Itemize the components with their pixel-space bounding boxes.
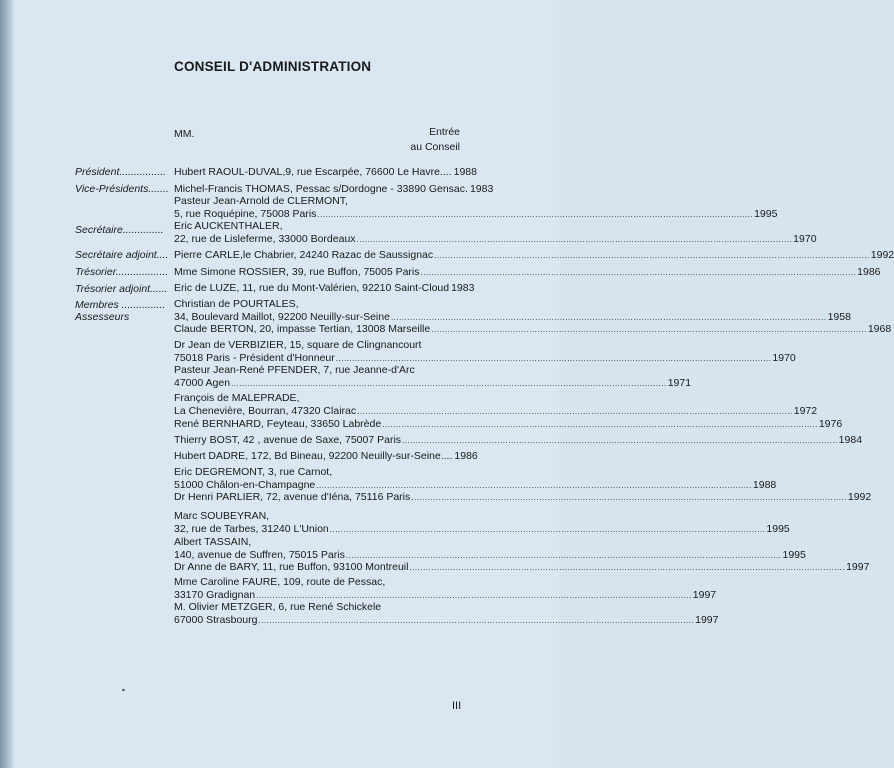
member-name-line: Pierre CARLE,le Chabrier, 24240 Razac de Saussignac <box>174 249 434 261</box>
role-vice-presidents: Vice-Présidents....... <box>75 183 169 195</box>
leader-dots: ................................................................................................................................................................ <box>231 378 667 388</box>
leader-dots: ................................................................................................................................................................ <box>258 615 695 625</box>
member-entry <box>174 466 777 492</box>
member-entry <box>174 323 892 337</box>
member-address-line: 22, rue de Lisleferme, 33000 Bordeaux <box>174 232 356 245</box>
member-entry-year: 1986 <box>454 450 478 462</box>
member-address-line: 32, rue de Tarbes, 31240 L'Union <box>174 522 329 535</box>
member-entry-year: 1997 <box>695 613 719 626</box>
member-entry-year: 1988 <box>453 166 477 178</box>
member-entry-year: 1970 <box>793 232 817 245</box>
member-name-line: Dr Henri PARLIER, 72, avenue d'Iéna, 75116 Paris <box>174 491 411 503</box>
member-entry <box>174 561 870 575</box>
member-name-line: Mme Caroline FAURE, 109, route de Pessac, <box>174 576 386 588</box>
member-entry-year: 1970 <box>772 351 796 364</box>
leader-dots: ................................................................................................................................................................ <box>357 406 793 416</box>
member-name-line: Hubert RAOUL-DUVAL,9, rue Escarpée, 76600 Le Havre.... <box>174 166 452 178</box>
leader-dots: ................................................................................................................................................................ <box>316 480 752 490</box>
member-entry <box>174 491 872 505</box>
leader-dots: ................................................................................................................................................................ <box>382 420 818 429</box>
member-entry-year: 1988 <box>752 478 777 491</box>
member-name-line: Marc SOUBEYRAN, <box>174 510 270 522</box>
member-entry-year: 1984 <box>838 434 863 446</box>
member-entry <box>174 364 692 390</box>
role-treasurer: Trésorier.................. <box>75 266 169 278</box>
member-entry <box>174 450 478 464</box>
member-entry <box>174 220 817 246</box>
role-secretary: Secrétaire.............. <box>75 224 164 236</box>
member-address-line: 5, rue Roquépine, 75008 Paris <box>174 207 317 220</box>
member-entry-year: 1983 <box>451 282 475 294</box>
leader-dots: ................................................................................................................................................................ <box>335 353 772 363</box>
leader-dots: ................................................................................................................................................................ <box>431 325 867 334</box>
leader-dots: ................................................................................................................................................................ <box>390 312 827 322</box>
member-address-line: 140, avenue de Suffren, 75015 Paris <box>174 548 345 561</box>
member-name-line: Hubert DADRE, 172, Bd Bineau, 92200 Neuilly-sur-Seine.... <box>174 450 453 462</box>
leader-dots: ................................................................................................................................................................ <box>402 436 838 445</box>
member-entry <box>174 392 818 418</box>
member-entry <box>174 601 719 627</box>
members-header-mm: MM. <box>174 128 195 140</box>
role-members: Membres ............... <box>75 299 166 311</box>
member-entry <box>174 434 863 448</box>
member-address-line: La Chenevière, Bourran, 47320 Clairac <box>174 404 357 417</box>
leader-dots: ................................................................................................................................................................ <box>345 550 782 560</box>
leader-dots: ................................................................................................................................................................ <box>329 524 766 534</box>
leader-dots: ................................................................................................................................................................ <box>256 590 692 600</box>
member-address-line: 47000 Agen <box>174 376 231 389</box>
member-entry-year: 1983 <box>469 183 494 195</box>
member-entry-year: 1992 <box>847 491 872 503</box>
member-name-line: René BERNHARD, Feyteau, 33650 Labrède <box>174 418 382 430</box>
member-entry <box>174 510 790 536</box>
member-address-line: 33170 Gradignan <box>174 588 256 601</box>
member-name-line: Pasteur Jean-René PFENDER, 7, rue Jeanne-d'Arc <box>174 364 415 376</box>
leader-dots: ................................................................................................................................................................ <box>409 563 846 572</box>
member-name-line: Mme Simone ROSSIER, 39, rue Buffon, 75005 Paris <box>174 266 420 278</box>
member-name-line: Pasteur Jean-Arnold de CLERMONT, <box>174 195 348 207</box>
member-name-line: M. Olivier METZGER, 6, rue René Schickele <box>174 601 382 613</box>
member-address-line: 51000 Châlon-en-Champagne <box>174 478 316 491</box>
page-title: CONSEIL D'ADMINISTRATION <box>174 59 372 74</box>
member-name-line: Dr Anne de BARY, 11, rue Buffon, 93100 Montreuil <box>174 561 409 573</box>
member-entry-year: 1997 <box>846 561 870 573</box>
member-entry-year: 1995 <box>754 207 778 220</box>
member-entry-year: 1972 <box>793 404 818 417</box>
entry-date-header <box>410 125 460 155</box>
member-entry <box>174 195 778 221</box>
member-entry <box>174 249 894 263</box>
member-entry-year: 1958 <box>827 310 851 323</box>
member-entry <box>174 418 843 432</box>
member-name-line: Eric de LUZE, 11, rue du Mont-Valérien, 92210 Saint-Cloud <box>174 282 450 294</box>
member-entry <box>174 536 806 562</box>
member-entry <box>174 298 851 324</box>
member-name-line: Eric AUCKENTHALER, <box>174 220 283 232</box>
member-entry-year: 1968 <box>867 323 892 335</box>
role-president: Président................ <box>75 166 167 178</box>
leader-dots: ................................................................................................................................................................ <box>420 268 857 277</box>
member-name-line: Christian de POURTALES, <box>174 298 299 310</box>
member-entry-year: 1971 <box>667 376 692 389</box>
book-spine-shadow <box>0 0 14 768</box>
member-name-line: Eric DEGREMONT, 3, rue Carnot, <box>174 466 333 478</box>
page-number: III <box>452 700 462 712</box>
member-entry <box>174 166 477 180</box>
member-entry-year: 1992 <box>870 249 894 261</box>
member-entry-year: 1995 <box>782 548 806 561</box>
member-address-line: 67000 Strasbourg <box>174 613 258 626</box>
role-assistant-treasurer: Trésorier adjoint...... <box>75 283 168 295</box>
member-entry <box>174 282 475 296</box>
member-name-line: Albert TASSAIN, <box>174 536 252 548</box>
member-name-line: Thierry BOST, 42 , avenue de Saxe, 75007 Paris <box>174 434 402 446</box>
member-name-line: Dr Jean de VERBIZIER, 15, square de Clingnancourt <box>174 339 422 351</box>
member-address-line: 34, Boulevard Maillot, 92200 Neuilly-sur-Seine <box>174 310 390 323</box>
member-name-line: Claude BERTON, 20, impasse Tertian, 13008 Marseille <box>174 323 431 335</box>
entry-header-line1: Entrée <box>429 126 460 138</box>
role-assistant-secretary: Secrétaire adjoint.... <box>75 249 169 261</box>
leader-dots: ................................................................................................................................................................ <box>411 493 847 502</box>
entry-header-line2: au Conseil <box>410 141 460 153</box>
member-entry-year: 1997 <box>692 588 717 601</box>
member-name-line: François de MALEPRADE, <box>174 392 300 404</box>
member-address-line: 75018 Paris - Président d'Honneur <box>174 351 335 364</box>
member-entry <box>174 266 881 280</box>
leader-dots: ................................................................................................................................................................ <box>356 234 793 244</box>
member-entry-year: 1976 <box>818 418 843 430</box>
member-name-line: Michel-Francis THOMAS, Pessac s/Dordogne - 33890 Gensac. <box>174 183 468 195</box>
member-entry-year: 1995 <box>766 522 790 535</box>
member-entry <box>174 576 717 602</box>
role-assessors: Assesseurs <box>75 311 130 323</box>
leader-dots: ................................................................................................................................................................ <box>317 209 754 219</box>
leader-dots: ................................................................................................................................................................ <box>434 251 870 260</box>
member-entry <box>174 339 796 365</box>
member-entry-year: 1986 <box>857 266 881 278</box>
